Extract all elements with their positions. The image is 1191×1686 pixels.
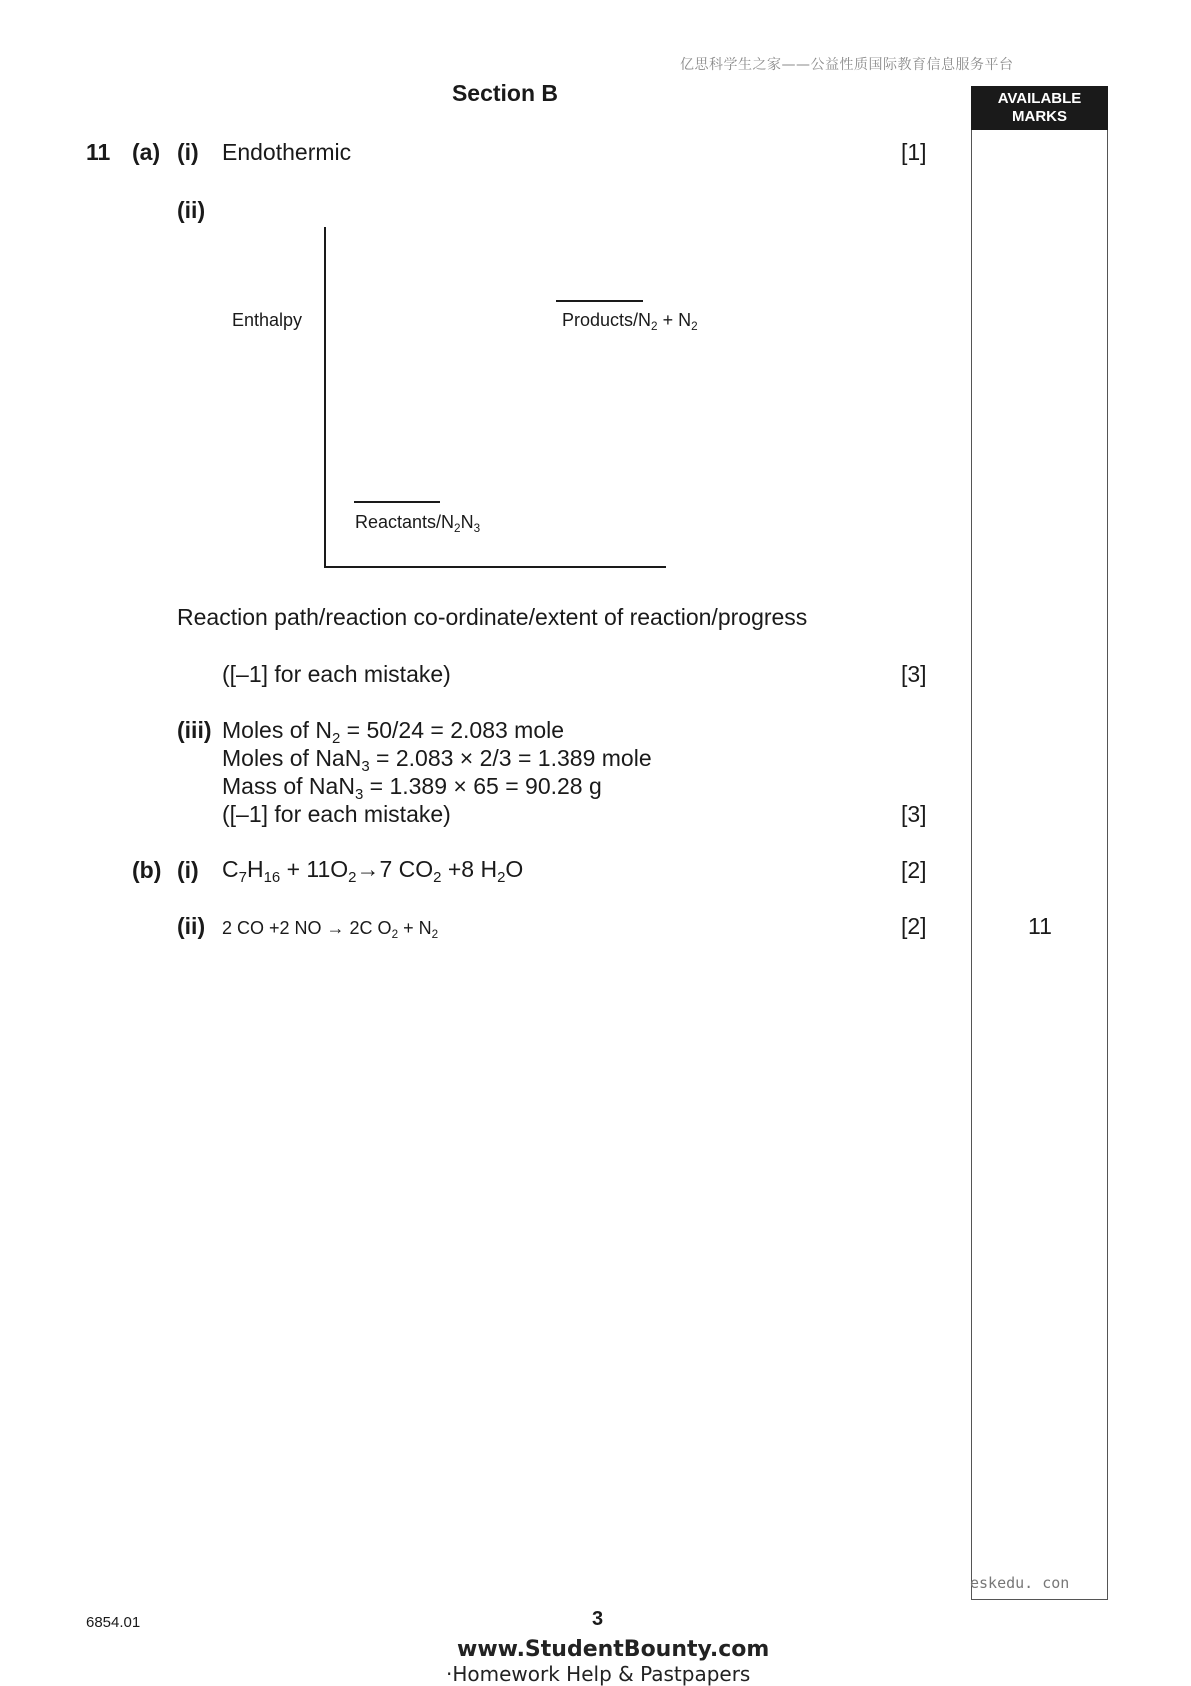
paper-code: 6854.01	[86, 1614, 141, 1631]
page-number: 3	[592, 1608, 604, 1630]
eq-b-ii-part-1: 2 CO +2 NO → 2C O	[222, 918, 392, 938]
reactants-sub-1: 2	[454, 522, 461, 536]
moles-n2-sub: 2	[331, 730, 341, 748]
moles-n2-line	[222, 717, 565, 748]
part-a-iii-note: ([–1] for each mistake)	[222, 801, 451, 827]
total-available-marks: 11	[1028, 913, 1052, 939]
reactants-sub-2: 3	[473, 522, 481, 536]
moles-nan3-value: = 2.083 × 2/3 = 1.389 mole	[369, 745, 652, 771]
mass-nan3-text: Mass of NaN	[222, 773, 355, 799]
eq-b-i-part-5: +8 H	[441, 856, 498, 882]
moles-n2-text: Moles of N	[222, 717, 332, 743]
part-b-i-label: (i)	[177, 857, 199, 883]
eskedu-watermark: eskedu. con	[970, 1574, 1070, 1592]
part-a-i-label: (i)	[177, 139, 199, 165]
products-label-text: Products/N	[562, 310, 652, 330]
mass-nan3-line	[222, 773, 602, 804]
section-title: Section B	[451, 80, 559, 106]
eq-b-i-part-1: C	[222, 856, 239, 882]
part-a-iii-mark: [3]	[901, 801, 927, 827]
studentbounty-url[interactable]: www.StudentBounty.com	[457, 1637, 770, 1662]
part-b-ii-label: (ii)	[177, 913, 206, 939]
part-b-label: (b)	[132, 857, 162, 883]
reaction-path-label: Reaction path/reaction co-ordinate/extent of reaction/progress	[177, 604, 808, 630]
part-a-ii-label: (ii)	[177, 197, 206, 223]
moles-nan3-sub: 3	[361, 758, 370, 776]
mass-nan3-value: = 1.389 × 65 = 90.28 g	[363, 773, 602, 799]
part-a-ii-mark: [3]	[901, 661, 927, 687]
eq-b-i-sub-5: 2	[497, 869, 506, 887]
part-a-i-answer: Endothermic	[222, 139, 352, 165]
part-a-label: (a)	[132, 139, 161, 165]
eq-b-ii-part-2: + N	[398, 918, 432, 938]
products-sub-2: 2	[691, 320, 698, 334]
reactants-label	[355, 512, 481, 536]
products-sub-1: 2	[651, 320, 658, 334]
octane-combustion-equation	[222, 856, 524, 887]
eq-b-ii-sub-2: 2	[431, 928, 439, 942]
catalytic-converter-equation	[222, 918, 439, 942]
watermark-text: 亿思科学生之家——公益性质国际教育信息服务平台	[680, 57, 1014, 73]
products-label	[562, 310, 698, 334]
products-label-plus: + N	[657, 310, 692, 330]
reactants-label-mid: N	[460, 512, 474, 532]
eq-b-i-part-3: + 11O	[280, 856, 349, 882]
eq-b-i-sub-2: 16	[263, 869, 281, 887]
part-a-ii-note: ([–1] for each mistake)	[222, 661, 451, 687]
moles-n2-value: = 50/24 = 2.083 mole	[340, 717, 565, 743]
eq-b-i-sub-1: 7	[238, 869, 247, 887]
part-b-i-mark: [2]	[901, 857, 927, 883]
question-number: 11	[86, 139, 111, 165]
eq-b-i-sub-3: 2	[348, 869, 357, 887]
marks-header-line1: AVAILABLE	[997, 90, 1082, 107]
marks-header-line2: MARKS	[1012, 108, 1067, 125]
moles-nan3-text: Moles of NaN	[222, 745, 362, 771]
eq-b-i-part-4: →7 CO	[356, 856, 434, 882]
eq-b-ii-sub-1: 2	[391, 928, 399, 942]
eq-b-i-part-2: H	[246, 856, 264, 882]
mass-nan3-sub: 3	[354, 786, 364, 804]
eq-b-i-part-6: O	[505, 856, 524, 882]
moles-nan3-line	[222, 745, 652, 776]
reactants-label-text: Reactants/N	[355, 512, 455, 532]
studentbounty-tagline: ·Homework Help & Pastpapers	[446, 1662, 751, 1686]
enthalpy-axis-label: Enthalpy	[232, 310, 303, 330]
part-b-ii-mark: [2]	[901, 913, 927, 939]
eq-b-i-sub-4: 2	[433, 869, 442, 887]
part-a-i-mark: [1]	[901, 139, 927, 165]
part-a-iii-label: (iii)	[177, 717, 212, 743]
